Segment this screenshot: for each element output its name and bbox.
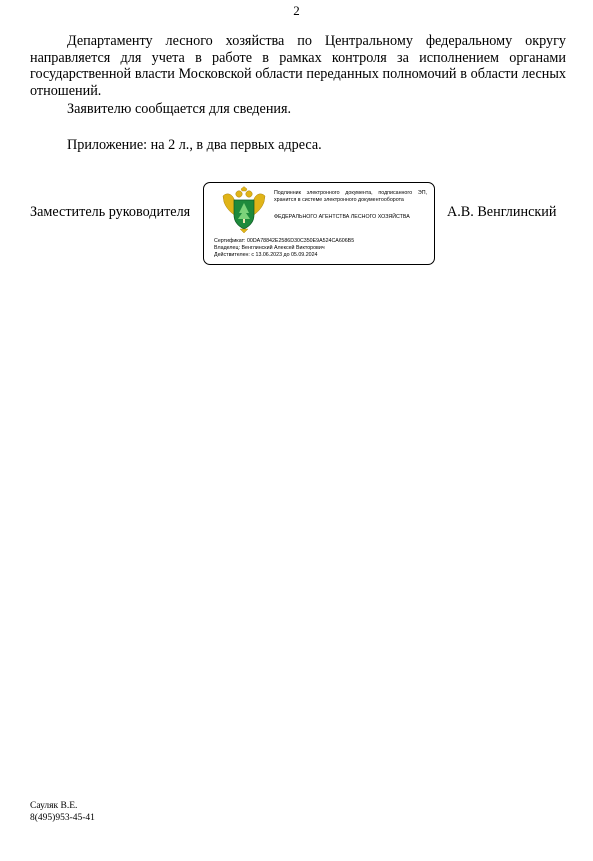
- signatory-role: Заместитель руководителя: [30, 204, 191, 220]
- letter-paragraph-appendix: Приложение: на 2 л., в два первых адреса.: [67, 137, 322, 153]
- stamp-certificate-label: Сертификат:: [214, 238, 246, 244]
- footer-executor-block: [30, 801, 95, 824]
- letter-paragraph-main: Департаменту лесного хозяйства по Центральному федеральному округу направляется для учета в работе в рамках контроля за исполнением органами государственной власти Московской области переданных полномочий в области лесных отношений.: [30, 33, 566, 99]
- stamp-validity: Действителен: с 13.06.2023 до 05.09.2024: [214, 252, 318, 259]
- stamp-owner-label: Владелец:: [214, 245, 240, 252]
- coat-of-arms-emblem-icon: [219, 186, 269, 234]
- stamp-owner-value: Венглинский Алексей Викторович: [241, 245, 325, 252]
- executor-phone: 8(495)953-45-41: [30, 812, 95, 823]
- stamp-certificate-value: 00DA78842E2586D30C350E9A524CA606B5: [246, 238, 355, 244]
- signatory-name: А.В. Венглинский: [447, 204, 557, 220]
- executor-name: Сауляк В.Е.: [30, 801, 78, 811]
- page-number: 2: [293, 3, 300, 18]
- electronic-signature-stamp: [203, 182, 435, 265]
- stamp-organization: ФЕДЕРАЛЬНОГО АГЕНТСТВА ЛЕСНОГО ХОЗЯЙСТВА: [274, 214, 410, 220]
- stamp-note: Подлинник электронного документа, подписанного ЭП, хранится в системе электронного документооборота: [274, 190, 427, 203]
- stamp-details: [214, 238, 354, 260]
- letter-paragraph-info: Заявителю сообщается для сведения.: [67, 101, 292, 117]
